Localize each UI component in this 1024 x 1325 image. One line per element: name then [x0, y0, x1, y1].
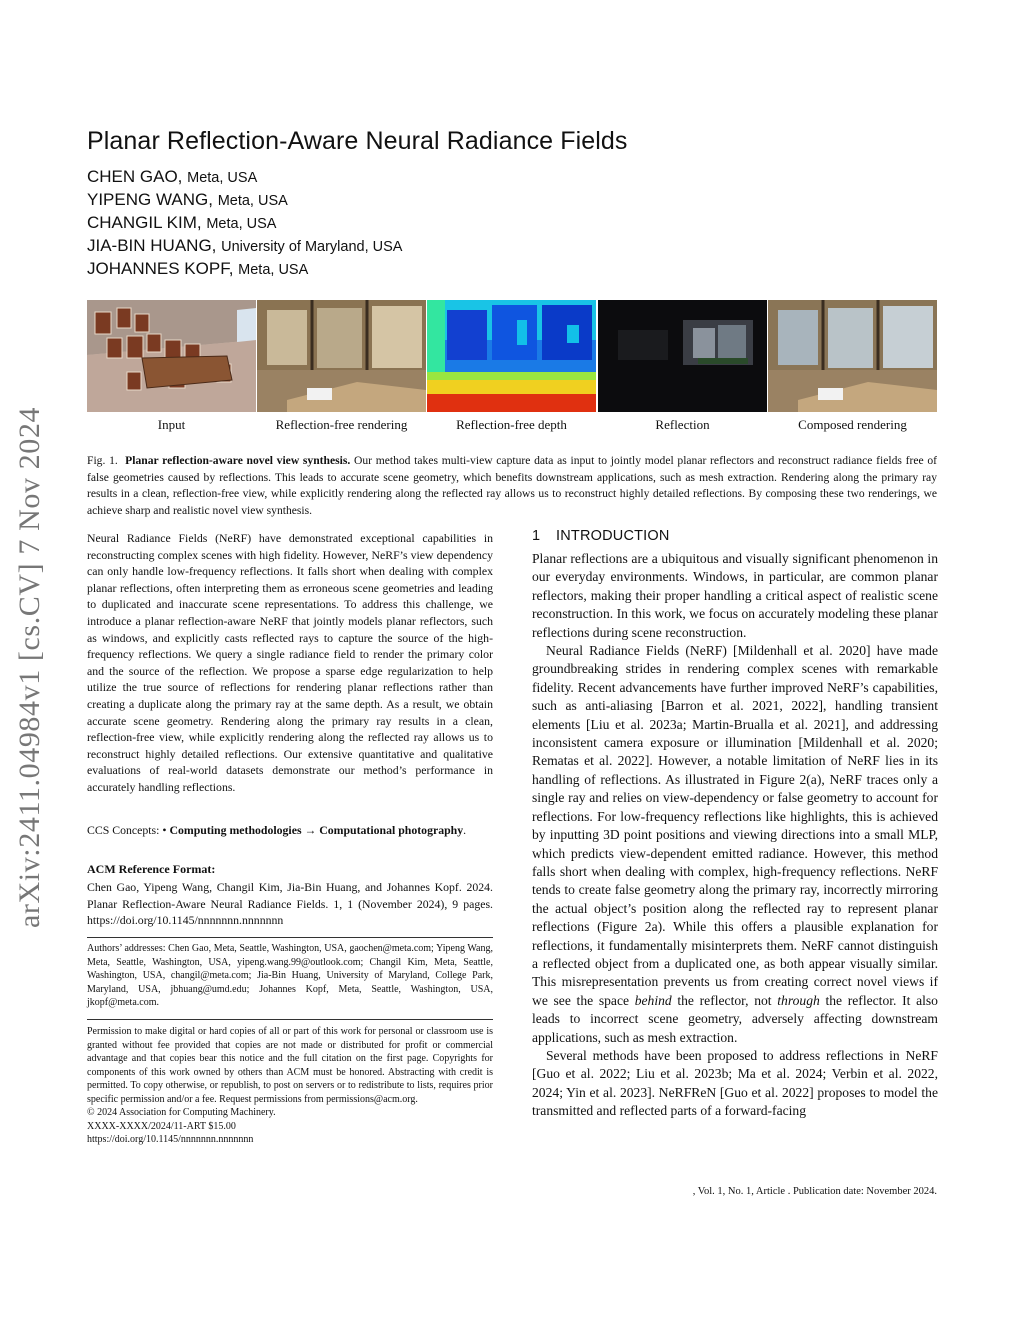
author-affiliation: Meta, USA: [206, 216, 277, 232]
figure-panel-composed-rendering: [768, 300, 937, 412]
author-affiliation: Meta, USA: [238, 262, 309, 278]
intro-paragraph: Neural Radiance Fields (NeRF) [Mildenhall et al. 2020] have made groundbreaking strides in rendering complex scenes with remarkable fidelity. Recent advancements have further improved NeRF’s capabilities, such as anti-aliasing [Barron et al. 2021, 2022], handling transient elements [Liu et al. 2023a; Martin-Brualla et al. 2021], and addressing inconsistent camera exposure or illumination [Mildenhall et al. 2020; Rematas et al. 2022]. However, a notable limitation of NeRF lies in its handling of reflections. As illustrated in Figure 2(a), NeRF traces only a single ray and relies on view-dependency or false geometry to account for reflections. For low-frequency reflections like highlights, this is achieved by inputting 3D point positions and viewing directions into a small MLP, which predicts view-dependent emitted radiance. However, this method falls short when dealing with complex, high-frequency reflections. NeRF tends to create false geometry along the primary ray, incorrectly mirroring the actual object’s position along the reflected ray to represent planar reflections (Figure 2a). While this offers a plausible explanation for reflections, it fundamentally misinterprets them. NeRF cannot distinguish a reflected object from a duplicated one, as both appear visually similar. This misrepresentation prevents us from creating correct novel views if we see the space behind the reflector, not through the reflector. It also leads to incorrect scene geometry, adversely affecting downstream applications, such as mesh extraction.: [532, 643, 938, 1045]
author-name: YIPENG WANG,: [87, 190, 213, 209]
panel-label: Reflection: [655, 417, 710, 432]
author-affiliation: University of Maryland, USA: [221, 239, 403, 255]
page-footer: , Vol. 1, No. 1, Article . Publication date: November 2024.: [692, 1186, 937, 1197]
author-name: CHEN GAO,: [87, 167, 183, 186]
paper-title: Planar Reflection-Aware Neural Radiance Fields: [87, 127, 628, 155]
copyright-line: © 2024 Association for Computing Machinery.: [87, 1107, 276, 1118]
author-addresses: Authors’ addresses: Chen Gao, Meta, Seattle, Washington, USA, gaochen@meta.com; Yipeng Wang, Meta, Seattle, Washington, USA, yipeng.wang.99@outlook.com; Changil Kim, Meta, Seattle, Washington, USA, changil@meta.com; Jia-Bin Huang, University of Maryland, College Park, Maryland, USA, jbhuang@umd.edu; Johannes Kopf, Meta, Seattle, Washington, USA, jkopf@meta.com.: [87, 943, 493, 1008]
author-line: [87, 236, 402, 256]
ccs-concepts: [87, 822, 493, 839]
author-affiliation: Meta, USA: [187, 170, 258, 186]
divider: [87, 937, 493, 938]
panel-label: Composed rendering: [798, 417, 907, 432]
author-affiliation: Meta, USA: [217, 193, 288, 209]
intro-paragraph: Planar reflections are a ubiquitous and visually significant phenomenon in our everyday environments. Windows, in particular, are common planar reflectors, making their proper handling a critical aspect of realistic scene reconstruction. In this work, we focus on accurately modeling these planar reflections during scene reconstruction.: [532, 551, 938, 640]
panel-label: Input: [157, 417, 186, 432]
depth-map-image: [427, 300, 596, 412]
composed-rendering-image: [768, 300, 937, 412]
office-rendering-image: [257, 300, 426, 412]
author-line: [87, 213, 276, 233]
section-title: INTRODUCTION: [556, 528, 670, 544]
figure-panel-reflection-free-depth: [427, 300, 596, 412]
intro-paragraph: Several methods have been proposed to address reflections in NeRF [Guo et al. 2022; Liu et al. 2023b; Ma et al. 2024; Verbin et al. 2022, 2024; Yin et al. 2023]. NeRFReN [Guo et al. 2022] proposes to model the transmitted and reflected parts of a forward-facing: [532, 1047, 938, 1119]
figure-caption: [87, 453, 937, 519]
divider: [87, 1019, 493, 1020]
section-number: 1: [532, 528, 541, 544]
figure-panel-reflection-free-rendering: [257, 300, 426, 412]
caption-title: Planar reflection-aware novel view synthesis.: [125, 454, 351, 467]
introduction-body: [532, 550, 938, 1121]
caption-text: Our method takes multi-view capture data as input to jointly model planar reflectors and reconstruct radiance fields free of false geometries caused by reflections. This leads to accurate scene geometry, which benefits downstream applications, such as mesh extraction. Rendering along the primary ray results in a clean, reflection-free view, while explicitly rendering along the reflected ray allows us to reconstruct highly detailed reflections. By composing these two renderings, we achieve sharp and realistic novel view synthesis.: [87, 454, 937, 517]
figure-panel-reflection: [598, 300, 767, 412]
permission-text: Permission to make digital or hard copies of all or part of this work for personal or classroom use is granted without fee provided that copies are not made or distributed for profit or commercial advantage and that copies bear this notice and the full citation on the first page. Copyrights for components of this work owned by others than ACM must be honored. Abstracting with credit is permitted. To copy otherwise, or republish, to post on servers or to redistribute to lists, requires prior specific permission and/or a fee. Request permissions from permissions@acm.org.: [87, 1026, 493, 1105]
author-line: [87, 167, 257, 187]
author-name: JIA-BIN HUANG,: [87, 236, 217, 255]
doi-line: https://doi.org/10.1145/nnnnnnn.nnnnnnn: [87, 1134, 254, 1145]
isbn-line: XXXX-XXXX/2024/11-ART $15.00: [87, 1120, 236, 1132]
acm-reference-text: Chen Gao, Yipeng Wang, Changil Kim, Jia-Bin Huang, and Johannes Kopf. 2024. Planar Reflection-Aware Neural Radiance Fields. 1, 1 (November 2024), 9 pages. https://doi.org/10.1145/nnnnnnn.nnnnnnn: [87, 880, 493, 928]
ccs-label: CCS Concepts: •: [87, 823, 167, 837]
section-heading: [532, 528, 670, 544]
arxiv-stamp: arXiv:2411.04984v1 [cs.CV] 7 Nov 2024: [13, 406, 46, 928]
reflection-image: [598, 300, 767, 412]
panel-label: Reflection-free depth: [456, 417, 567, 432]
abstract: Neural Radiance Fields (NeRF) have demonstrated exceptional capabilities in reconstructing complex scenes with high fidelity. However, NeRF’s view dependency can only handle low-frequency reflections. It falls short when dealing with complex planar reflections, often interpreting them as erroneous scene geometries and leading to duplicated and inaccurate scene representations. To address this challenge, we introduce a planar reflection-aware NeRF that jointly models planar reflectors, such as windows, and explicitly casts reflected rays to capture the source of the high-frequency reflections. We query a single radiance field to render the primary color and the source of the reflection. We propose a sparse edge regularization to help utilize the true source of reflections for rendering planar reflections rather than creating a duplicate along the primary ray at the same depth. As a result, we obtain accurate scene geometry. Rendering along the primary ray results in a clean, reflection-free view, while explicitly rendering along the reflected ray allows us to reconstruct highly detailed reflections. Our extensive quantitative and qualitative evaluations of real-world datasets demonstrate our method’s performance in accurately handling reflections.: [87, 531, 493, 794]
ccs-concept: Computing methodologies → Computational photography: [169, 823, 464, 837]
author-line: [87, 190, 288, 210]
caption-label: Fig. 1.: [87, 454, 118, 467]
author-name: JOHANNES KOPF,: [87, 259, 234, 278]
author-name: CHANGIL KIM,: [87, 213, 202, 232]
ccs-end: .: [463, 823, 467, 837]
acm-reference-heading: ACM Reference Format:: [87, 862, 216, 876]
figure-panel-input: [87, 300, 256, 412]
author-line: [87, 259, 308, 279]
panel-label: Reflection-free rendering: [275, 417, 408, 432]
permission-notice: [87, 1025, 493, 1147]
input-photo-collage: [87, 300, 256, 412]
